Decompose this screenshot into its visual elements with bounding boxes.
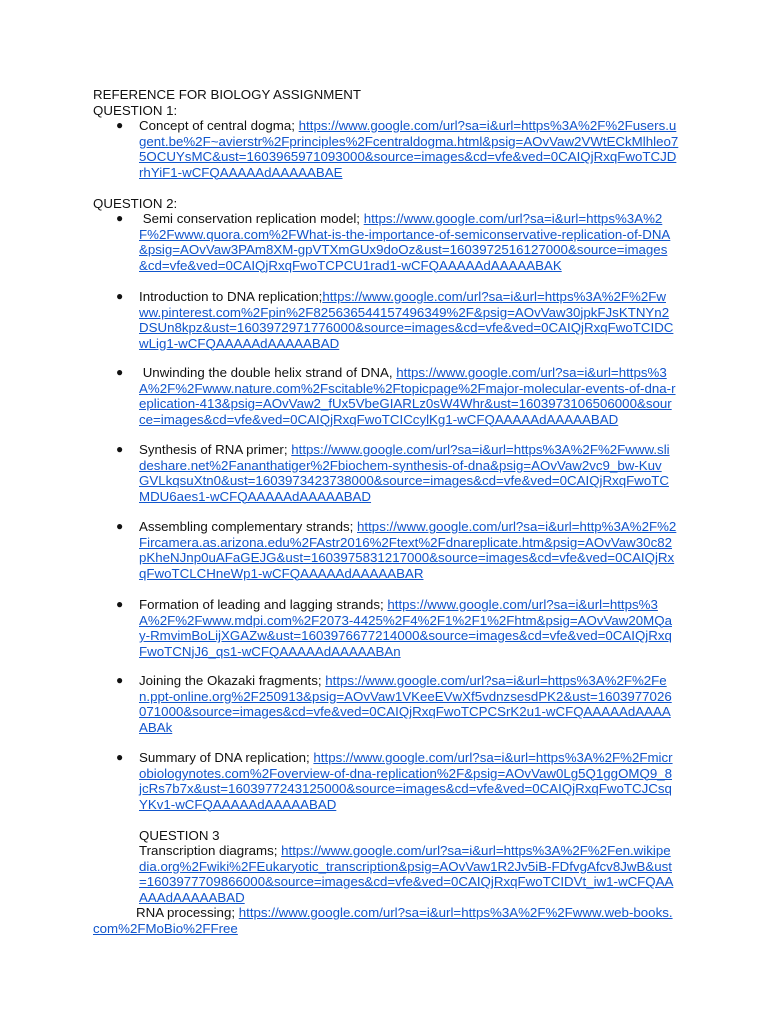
reference-link[interactable]: https://www.google.com/url?sa=i&url=https%3A%2F%2Fwww.nature.com%2Fscitable%2Ftopicpage%2Fmajor-molecular-events-of-dna-replication-413&psig=AOvVaw2_fUx5VbeGIARLz0sW4Whr&ust=1603973106506000&source=images&cd=vfe&ved=0CAIQjRxqFwoTCICcylKg1-wCFQAAAAAdAAAAABAD <box>139 365 676 427</box>
bullet-icon: ● <box>116 211 124 225</box>
list-item <box>116 211 674 273</box>
list-item <box>93 905 673 936</box>
list-item <box>116 118 679 180</box>
reference-link[interactable]: https://www.google.com/url?sa=i&url=https%3A%2F%2Fen.wikipedia.org%2Fwiki%2FEukaryotic_transcription&psig=AOvVaw1R2Jv5iB-FDfvgAfcv8JwB&ust=1603977709866000&source=images&cd=vfe&ved=0CAIQjRxqFwoTCIDVt_iw1-wCFQAAAAAdAAAAABAD <box>139 843 674 905</box>
reference-link[interactable]: https://www.google.com/url?sa=i&url=https%3A%2F%2Fwww.web-books.com%2FMoBio%2FFree <box>93 905 673 936</box>
reference-label: Semi conservation replication model; <box>139 211 364 226</box>
bullet-icon: ● <box>116 750 124 764</box>
bullet-icon: ● <box>116 519 124 533</box>
list-item <box>116 519 679 581</box>
reference-label: Unwinding the double helix strand of DNA, <box>139 365 397 380</box>
reference-label: Introduction to DNA replication; <box>139 289 323 304</box>
bullet-icon: ● <box>116 118 124 132</box>
reference-link[interactable]: https://www.google.com/url?sa=i&url=https%3A%2F%2Fwww.slideshare.net%2Fananthatiger%2Fbiochem-synthesis-of-dna&psig=AOvVaw2vc9_bw-KuvGVLkqsuXtn0&ust=1603973423738000&source=images&cd=vfe&ved=0CAIQjRxqFwoTCMDU6aes1-wCFQAAAAAdAAAAABAD <box>139 442 670 504</box>
reference-link[interactable]: https://www.google.com/url?sa=i&url=https%3A%2F%2Fwww.mdpi.com%2F2073-4425%2F4%2F1%2F1%2Fhtm&psig=AOvVaw20MQay-RmvimBoLijXGAZw&ust=1603976677214000&source=images&cd=vfe&ved=0CAIQjRxqFwoTCNjJ6_qs1-wCFQAAAAAdAAAAABAn <box>139 597 672 659</box>
reference-link[interactable]: https://www.google.com/url?sa=i&url=https%3A%2F%2Fmicrobiologynotes.com%2Foverview-of-dna-replication%2F&psig=AOvVaw0Lg5Q1ggOMQ9_8jcRs7b7x&ust=1603977243125000&source=images&cd=vfe&ved=0CAIQjRxqFwoTCJCsqYKv1-wCFQAAAAAdAAAAABAD <box>139 750 673 812</box>
list-item <box>116 750 674 812</box>
document-title: REFERENCE FOR BIOLOGY ASSIGNMENT <box>93 87 361 102</box>
bullet-icon: ● <box>116 365 124 379</box>
reference-label: Summary of DNA replication; <box>139 750 314 765</box>
bullet-icon: ● <box>116 673 124 687</box>
reference-link[interactable]: https://www.google.com/url?sa=i&url=https%3A%2F%2Fwww.quora.com%2FWhat-is-the-importance-of-semiconservative-replication-of-DNA&psig=AOvVaw3PAm8XM-gpVTXmGUx9doOz&ust=1603972516127000&source=images&cd=vfe&ved=0CAIQjRxqFwoTCPCU1rad1-wCFQAAAAAdAAAAABAK <box>139 211 671 273</box>
bullet-icon: ● <box>116 289 124 303</box>
list-item <box>116 365 677 427</box>
list-item <box>116 597 674 659</box>
reference-label: Synthesis of RNA primer; <box>139 442 292 457</box>
list-item <box>116 673 676 735</box>
list-item <box>116 442 671 504</box>
bullet-icon: ● <box>116 442 124 456</box>
list-item <box>139 843 674 905</box>
reference-label: Transcription diagrams; <box>139 843 282 858</box>
bullet-icon: ● <box>116 597 124 611</box>
question-3-heading: QUESTION 3 <box>139 828 220 843</box>
reference-link[interactable]: https://www.google.com/url?sa=i&url=https%3A%2F%2Fusers.ugent.be%2F~avierstr%2Fprinciples%2Fcentraldogma.html&psig=AOvVaw2VWtECkMlhleo75OCUYsMC&ust=1603965971093000&source=images&cd=vfe&ved=0CAIQjRxqFwoTCJDrhYiF1-wCFQAAAAAdAAAAABAE <box>139 118 679 180</box>
reference-link[interactable]: https://www.google.com/url?sa=i&url=https%3A%2F%2Fen.ppt-online.org%2F250913&psig=AOvVaw1VKeeEVwXf5vdnzsesdPK2&ust=1603977026071000&source=images&cd=vfe&ved=0CAIQjRxqFwoTCPCSrK2u1-wCFQAAAAAdAAAAABAk <box>139 673 672 735</box>
reference-link[interactable]: https://www.google.com/url?sa=i&url=http%3A%2F%2Fircamera.as.arizona.edu%2FAstr2016%2Ftext%2Fdnareplicate.htm&psig=AOvVaw30c82pKheNJnp0uAFaGEJG&ust=1603975831217000&source=images&cd=vfe&ved=0CAIQjRxqFwoTCLCHneWp1-wCFQAAAAAdAAAAABAR <box>139 519 677 581</box>
reference-label: Assembling complementary strands; <box>139 519 358 534</box>
reference-label: Concept of central dogma; <box>139 118 299 133</box>
list-item <box>116 289 674 351</box>
reference-label: RNA processing; <box>136 905 239 920</box>
reference-label: Joining the Okazaki fragments; <box>139 673 326 688</box>
reference-label: Formation of leading and lagging strands; <box>139 597 388 612</box>
reference-link[interactable]: https://www.google.com/url?sa=i&url=https%3A%2F%2Fwww.pinterest.com%2Fpin%2F825636544157496349%2F&psig=AOvVaw30jpkFJsKTNYn2DSUn8kpz&ust=1603972971776000&source=images&cd=vfe&ved=0CAIQjRxqFwoTCIDCwLig1-wCFQAAAAAdAAAAABAD <box>139 289 674 351</box>
question-2-heading: QUESTION 2: <box>93 196 178 211</box>
question-1-heading: QUESTION 1: <box>93 103 178 118</box>
